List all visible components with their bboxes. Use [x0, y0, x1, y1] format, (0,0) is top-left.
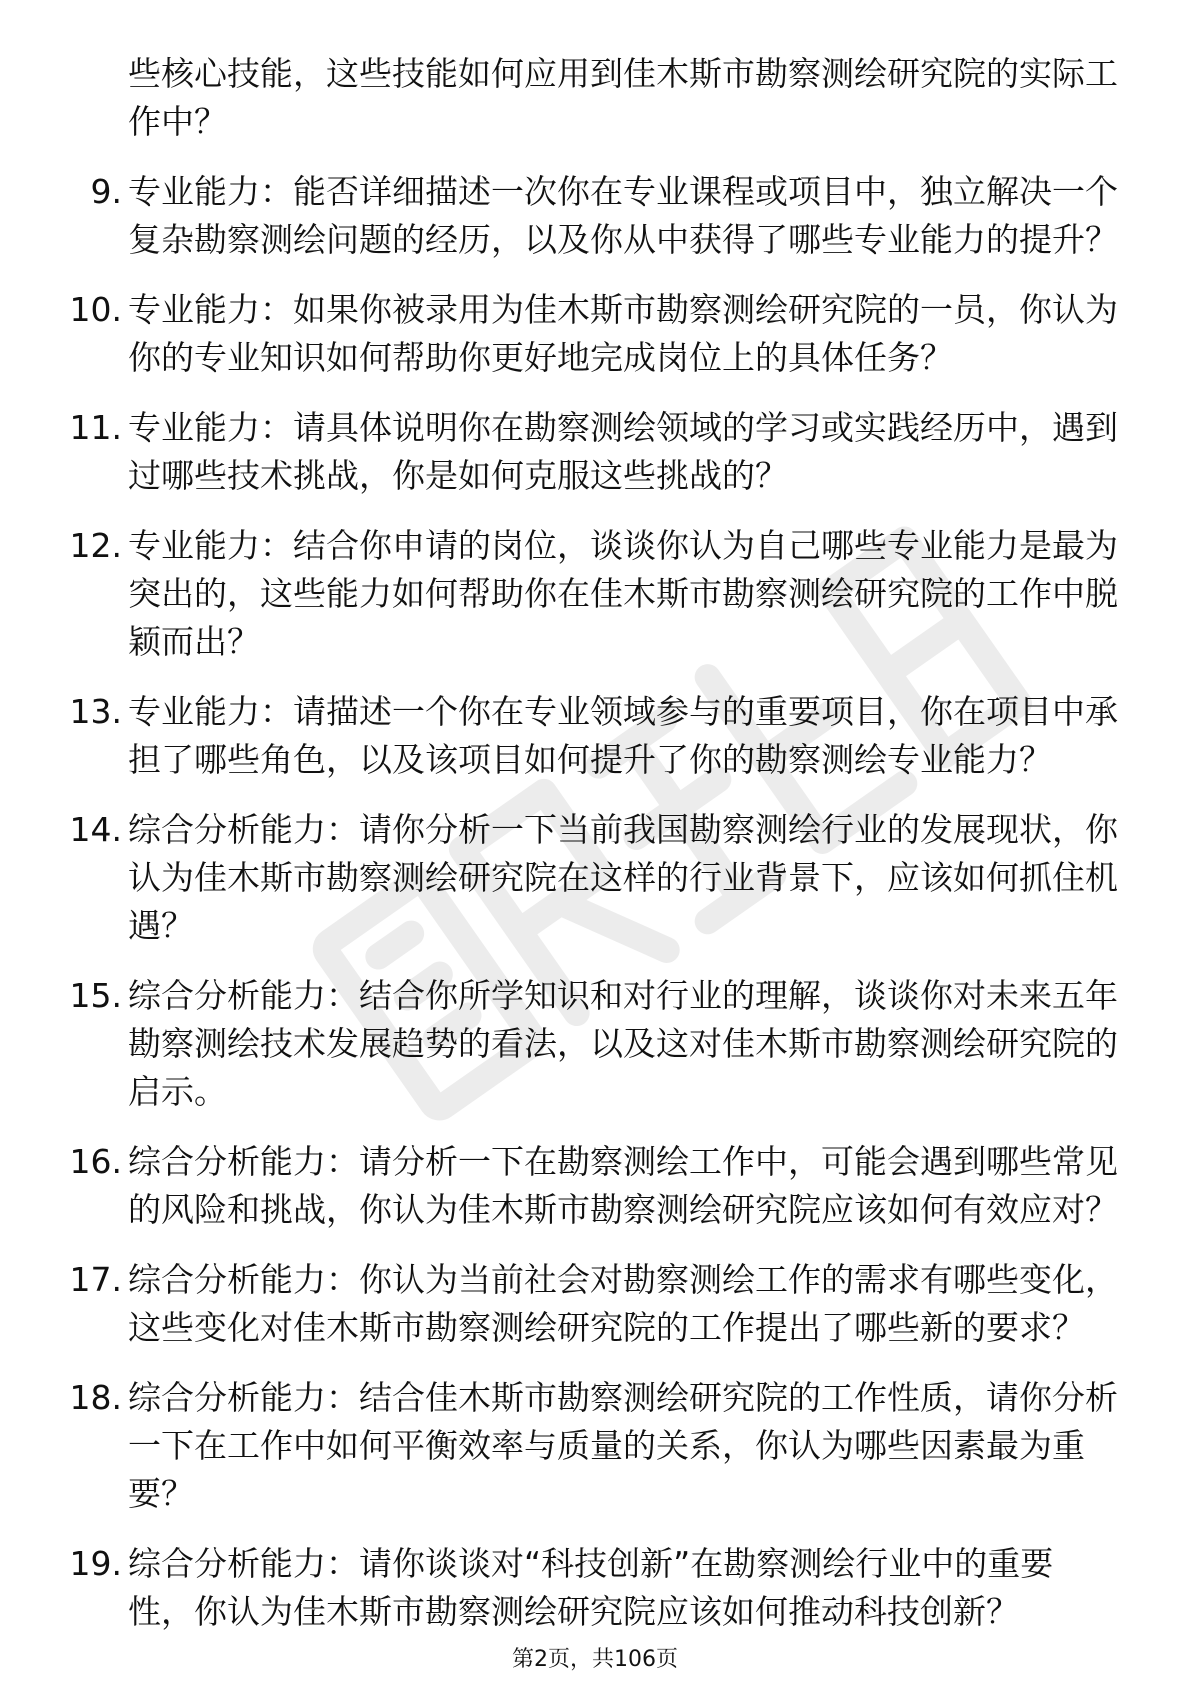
question-text: 综合分析能力：结合你所学知识和对行业的理解，谈谈你对未来五年勘察测绘技术发展趋势的看法，以及这对佳木斯市勘察测绘研究院的启示。 — [128, 976, 1118, 1111]
question-item — [69, 688, 1118, 784]
question-number: 12. — [69, 526, 122, 565]
page-footer — [0, 1646, 1190, 1674]
question-item — [69, 522, 1118, 666]
question-text: 综合分析能力：你认为当前社会对勘察测绘工作的需求有哪些变化，这些变化对佳木斯市勘察测绘研究院的工作提出了哪些新的要求？ — [128, 1260, 1118, 1347]
question-item — [69, 1138, 1118, 1234]
question-text: 综合分析能力：结合佳木斯市勘察测绘研究院的工作性质，请你分析一下在工作中如何平衡效率与质量的关系，你认为哪些因素最为重要？ — [128, 1378, 1118, 1513]
question-text: 综合分析能力：请分析一下在勘察测绘工作中，可能会遇到哪些常见的风险和挑战，你认为佳木斯市勘察测绘研究院应该如何有效应对？ — [128, 1142, 1118, 1229]
question-number: 19. — [69, 1544, 122, 1583]
question-number: 11. — [69, 408, 122, 447]
question-number: 14. — [69, 810, 122, 849]
question-list — [69, 168, 1118, 1636]
question-number: 13. — [69, 692, 122, 731]
question-text: 专业能力：如果你被录用为佳木斯市勘察测绘研究院的一员，你认为你的专业知识如何帮助你更好地完成岗位上的具体任务？ — [128, 290, 1118, 377]
question-number: 10. — [69, 290, 122, 329]
question-item — [69, 404, 1118, 500]
question-number: 16. — [69, 1142, 122, 1181]
question-number: 15. — [69, 976, 122, 1015]
question-item — [69, 1374, 1118, 1518]
question-text: 综合分析能力：请你谈谈对“科技创新”在勘察测绘行业中的重要性，你认为佳木斯市勘察测绘研究院应该如何推动科技创新？ — [128, 1544, 1054, 1631]
page-number-label: 第2页，共106页 — [512, 1647, 678, 1672]
question-number: 17. — [69, 1260, 122, 1299]
question-item — [69, 286, 1118, 382]
question-item — [69, 1540, 1118, 1636]
question-text: 专业能力：能否详细描述一次你在专业课程或项目中，独立解决一个复杂勘察测绘问题的经历，以及你从中获得了哪些专业能力的提升？ — [128, 172, 1118, 259]
question-text: 专业能力：结合你申请的岗位，谈谈你认为自己哪些专业能力是最为突出的，这些能力如何帮助你在佳木斯市勘察测绘研究院的工作中脱颖而出？ — [128, 526, 1118, 661]
question-text: 专业能力：请具体说明你在勘察测绘领域的学习或实践经历中，遇到过哪些技术挑战，你是如何克服这些挑战的？ — [128, 408, 1118, 495]
question-item — [69, 972, 1118, 1116]
question-list-section — [69, 50, 1118, 1658]
question-text: 综合分析能力：请你分析一下当前我国勘察测绘行业的发展现状，你认为佳木斯市勘察测绘研究院在这样的行业背景下，应该如何抓住机遇？ — [128, 810, 1118, 945]
question-item — [69, 1256, 1118, 1352]
question-number: 9. — [90, 172, 122, 211]
question-text: 专业能力：请描述一个你在专业领域参与的重要项目，你在项目中承担了哪些角色，以及该项目如何提升了你的勘察测绘专业能力？ — [128, 692, 1118, 779]
question-item — [90, 168, 1118, 264]
question-number: 18. — [69, 1378, 122, 1417]
continuation-paragraph: 些核心技能，这些技能如何应用到佳木斯市勘察测绘研究院的实际工作中？ — [128, 54, 1118, 141]
question-item — [69, 806, 1118, 950]
